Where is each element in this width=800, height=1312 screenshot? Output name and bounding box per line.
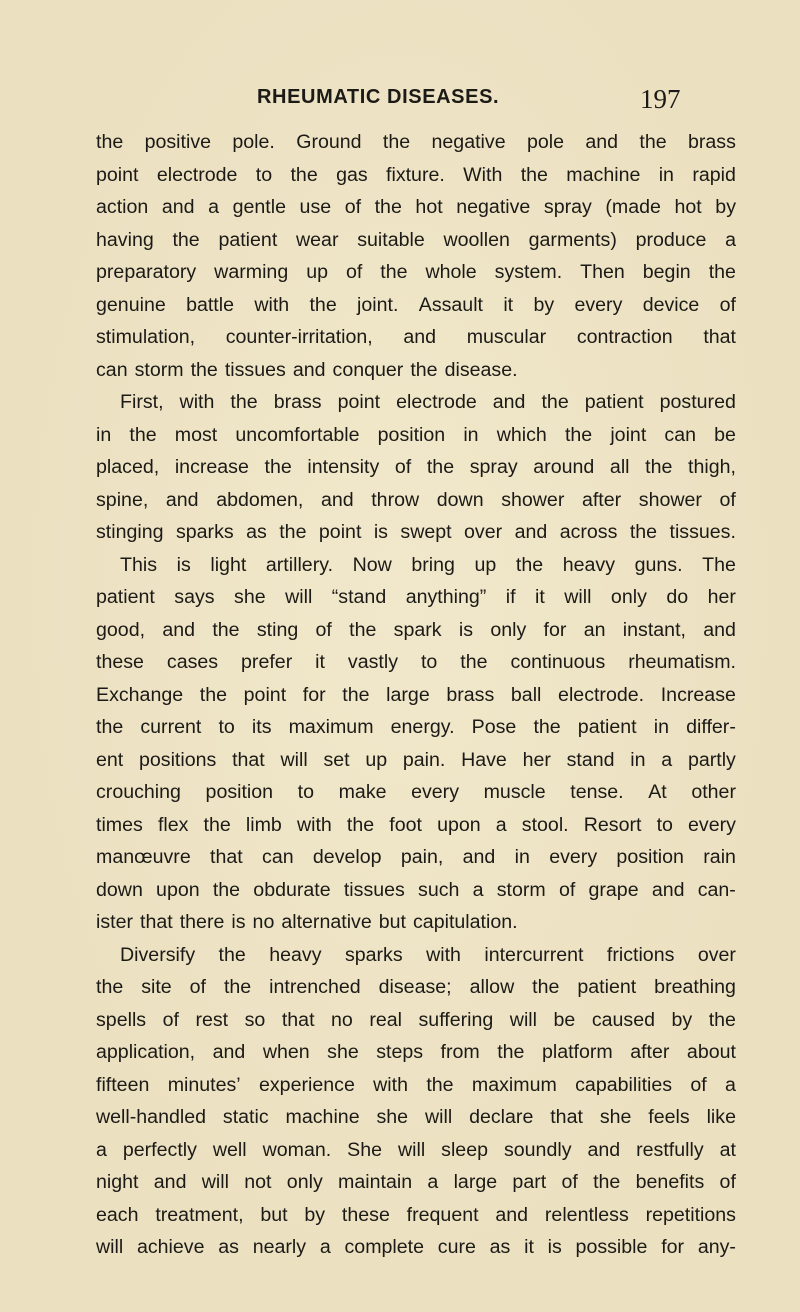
text-line: well-handled static machine she will declare that she feels like: [96, 1106, 736, 1128]
page-number: 197: [640, 84, 681, 114]
text-line: patient says she will “stand anything” if it will only do her: [96, 586, 736, 608]
text-line: preparatory warming up of the whole system. Then begin the: [96, 261, 736, 283]
body-text: [96, 126, 736, 1264]
text-line: ent positions that will set up pain. Have her stand in a partly: [96, 748, 736, 771]
text-line: This is light artillery. Now bring up the heavy guns. The: [120, 553, 736, 576]
text-line: action and a gentle use of the hot negative spray (made hot by: [96, 196, 736, 218]
text-line: genuine battle with the joint. Assault it by every device of: [96, 293, 736, 316]
text-line: times flex the limb with the foot upon a stool. Resort to every: [96, 813, 736, 836]
text-line: these cases prefer it vastly to the continuous rheumatism.: [96, 651, 736, 673]
running-title: RHEUMATIC DISEASES.: [257, 86, 500, 108]
text-line: the site of the intrenched disease; allow the patient breathing: [96, 976, 736, 998]
text-line: Diversify the heavy sparks with intercurrent frictions over: [120, 943, 736, 966]
text-line: the positive pole. Ground the negative pole and the brass: [96, 131, 736, 153]
text-line: will achieve as nearly a complete cure as it is possible for any-: [96, 1236, 736, 1258]
text-line: application, and when she steps from the platform after about: [96, 1041, 736, 1063]
text-line: point electrode to the gas fixture. With the machine in rapid: [96, 163, 736, 186]
text-line: crouching position to make every muscle tense. At other: [96, 781, 736, 803]
text-line: spells of rest so that no real suffering will be caused by the: [96, 1008, 736, 1031]
text-line: spine, and abdomen, and throw down shower after shower of: [96, 488, 736, 511]
text-line: good, and the sting of the spark is only for an instant, and: [96, 618, 736, 641]
text-line: down upon the obdurate tissues such a storm of grape and can-: [96, 878, 736, 901]
text-line: First, with the brass point electrode and the patient postured: [120, 391, 736, 413]
text-line: in the most uncomfortable position in which the joint can be: [96, 423, 736, 446]
text-line: stimulation, counter-irritation, and muscular contraction that: [96, 326, 736, 348]
text-line: night and will not only maintain a large part of the benefits of: [96, 1171, 736, 1193]
text-line: ister that there is no alternative but capitulation.: [96, 911, 518, 933]
text-line: having the patient wear suitable woollen garments) produce a: [96, 228, 736, 251]
text-line: placed, increase the intensity of the spray around all the thigh,: [96, 456, 736, 478]
text-line: can storm the tissues and conquer the disease.: [96, 358, 518, 381]
text-line: a perfectly well woman. She will sleep soundly and restfully at: [96, 1138, 736, 1161]
text-line: fifteen minutes’ experience with the maximum capabilities of a: [96, 1073, 736, 1096]
text-line: each treatment, but by these frequent and relentless repetitions: [96, 1203, 736, 1226]
text-line: Exchange the point for the large brass ball electrode. Increase: [96, 683, 736, 706]
text-line: manœuvre that can develop pain, and in every position rain: [96, 846, 736, 868]
text-line: the current to its maximum energy. Pose the patient in differ-: [96, 716, 736, 738]
running-header: [0, 84, 800, 114]
text-line: stinging sparks as the point is swept over and across the tissues.: [96, 521, 736, 543]
